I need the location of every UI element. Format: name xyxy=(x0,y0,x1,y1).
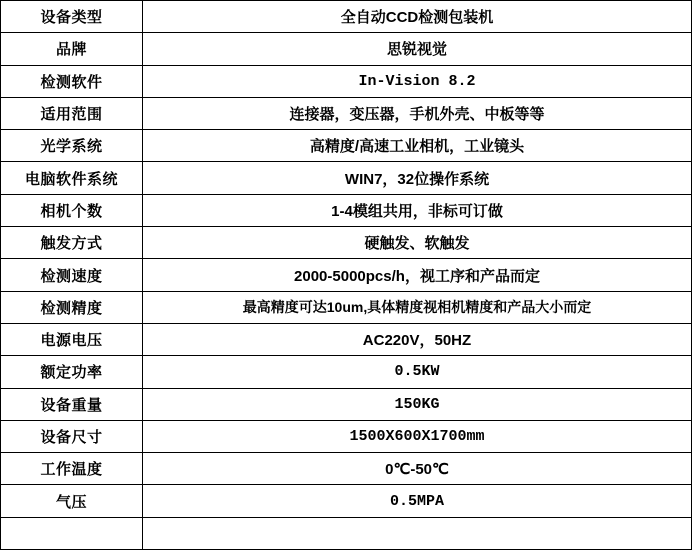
spec-value: 最高精度可达10um,具体精度视相机精度和产品大小而定 xyxy=(143,291,692,323)
spec-label: 检测软件 xyxy=(1,65,143,97)
spec-label: 电源电压 xyxy=(1,323,143,355)
table-row xyxy=(1,97,692,129)
spec-label: 工作温度 xyxy=(1,453,143,485)
spec-value: 1-4模组共用，非标可订做 xyxy=(143,194,692,226)
spec-label: 适用范围 xyxy=(1,97,143,129)
spec-label: 检测速度 xyxy=(1,259,143,291)
spec-label: 电脑软件系统 xyxy=(1,162,143,194)
table-row xyxy=(1,259,692,291)
spec-value: 连接器，变压器，手机外壳、中板等等 xyxy=(143,97,692,129)
spec-value: 全自动CCD检测包装机 xyxy=(143,1,692,33)
spec-label: 光学系统 xyxy=(1,130,143,162)
table-row xyxy=(1,130,692,162)
spec-label: 额定功率 xyxy=(1,356,143,388)
spec-value: 150KG xyxy=(143,388,692,420)
spec-label: 设备尺寸 xyxy=(1,420,143,452)
table-row xyxy=(1,323,692,355)
spec-value: 高精度/高速工业相机，工业镜头 xyxy=(143,130,692,162)
spec-label: 设备重量 xyxy=(1,388,143,420)
spec-label xyxy=(1,517,143,549)
spec-value: WIN7，32位操作系统 xyxy=(143,162,692,194)
spec-label: 检测精度 xyxy=(1,291,143,323)
spec-value: In-Vision 8.2 xyxy=(143,65,692,97)
spec-table-body xyxy=(1,1,692,550)
table-row xyxy=(1,356,692,388)
spec-label: 设备类型 xyxy=(1,1,143,33)
table-row xyxy=(1,485,692,517)
table-row xyxy=(1,291,692,323)
spec-value: 0.5MPA xyxy=(143,485,692,517)
spec-label: 气压 xyxy=(1,485,143,517)
table-row xyxy=(1,227,692,259)
spec-value xyxy=(143,517,692,549)
table-row xyxy=(1,194,692,226)
spec-value: 硬触发、软触发 xyxy=(143,227,692,259)
table-row xyxy=(1,65,692,97)
spec-value: 1500X600X1700mm xyxy=(143,420,692,452)
spec-value: 0.5KW xyxy=(143,356,692,388)
table-row xyxy=(1,388,692,420)
table-row xyxy=(1,1,692,33)
spec-label: 相机个数 xyxy=(1,194,143,226)
table-row xyxy=(1,162,692,194)
spec-value: 2000-5000pcs/h，视工序和产品而定 xyxy=(143,259,692,291)
spec-value: 0℃-50℃ xyxy=(143,453,692,485)
spec-value: AC220V，50HZ xyxy=(143,323,692,355)
spec-value: 思锐视觉 xyxy=(143,33,692,65)
table-row xyxy=(1,33,692,65)
table-row xyxy=(1,420,692,452)
table-row xyxy=(1,517,692,549)
spec-label: 触发方式 xyxy=(1,227,143,259)
spec-label: 品牌 xyxy=(1,33,143,65)
table-row xyxy=(1,453,692,485)
